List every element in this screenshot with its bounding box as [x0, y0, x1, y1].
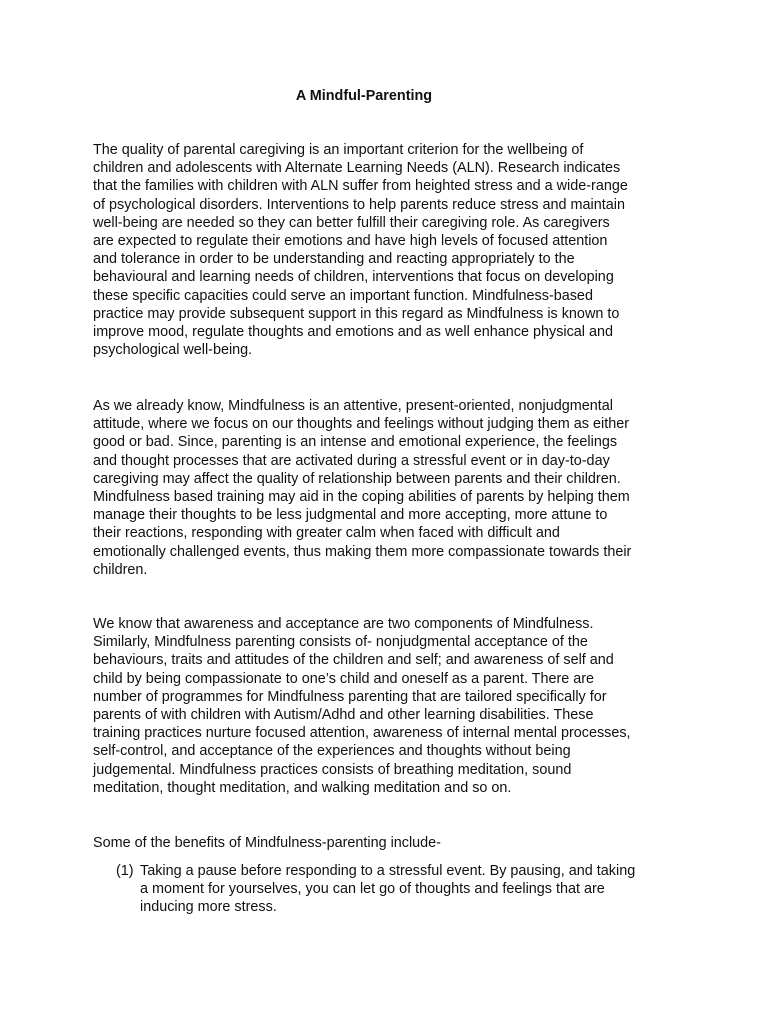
paragraph-line: self-control, and acceptance of the experiences and thoughts without being	[93, 743, 571, 760]
list-item-line: inducing more stress.	[140, 899, 277, 916]
paragraph-line: emotionally challenged events, thus making them more compassionate towards their	[93, 543, 632, 560]
paragraph-line: children.	[93, 561, 148, 578]
paragraph-line: practice may provide subsequent support in this regard as Mindfulness is known to	[93, 305, 620, 322]
paragraph-line: meditation, thought meditation, and walking meditation and so on.	[93, 779, 512, 796]
paragraph-line: good or bad. Since, parenting is an intense and emotional experience, the feelings	[93, 434, 618, 451]
paragraph-2	[93, 397, 693, 579]
paragraph-line: well-being are needed so they can better fulfill their caregiving role. As caregivers	[93, 214, 610, 231]
paragraph-line: these specific capacities could serve an important function. Mindfulness-based	[93, 287, 593, 304]
paragraph-line: Mindfulness based training may aid in the coping abilities of parents by helping them	[93, 489, 630, 506]
paragraph-line: As we already know, Mindfulness is an attentive, present-oriented, nonjudgmental	[93, 398, 613, 414]
paragraph-line: manage their thoughts to be less judgmental and more accepting, more attune to	[93, 507, 608, 524]
document-title: A Mindful-Parenting	[295, 88, 433, 104]
paragraph-line: child by being compassionate to one’s child and oneself as a parent. There are	[93, 670, 595, 687]
paragraph-line: children and adolescents with Alternate Learning Needs (ALN). Research indicates	[93, 160, 621, 177]
list-item-text	[140, 862, 696, 917]
paragraph-line: and thought processes that are activated during a stressful event or in day-to-day	[93, 452, 610, 469]
paragraph-line: training practices nurture focused attention, awareness of internal mental processes,	[93, 725, 631, 742]
paragraph-line: are expected to regulate their emotions and have high levels of focused attention	[93, 233, 608, 250]
paragraph-line: behaviours, traits and attitudes of the children and self; and awareness of self and	[93, 652, 614, 669]
list-item	[116, 862, 696, 917]
paragraph-line: that the families with children with ALN suffer from heighted stress and a wide-range	[93, 178, 628, 195]
paragraph-line: judgemental. Mindfulness practices consists of breathing meditation, sound	[93, 761, 572, 778]
paragraph-line: We know that awareness and acceptance are two components of Mindfulness.	[93, 616, 594, 632]
paragraph-line: parents of with children with Autism/Adhd and other learning disabilities. These	[93, 707, 594, 724]
list-item-marker: (1)	[116, 863, 134, 879]
paragraph-line: caregiving may affect the quality of relationship between parents and their children.	[93, 470, 621, 487]
paragraph-line: number of programmes for Mindfulness parenting that are tailored specifically for	[93, 688, 607, 705]
paragraph-line: psychological well-being.	[93, 342, 253, 359]
list-item-line: Taking a pause before responding to a stressful event. By pausing, and taking	[140, 863, 636, 879]
paragraph-4	[93, 834, 693, 852]
paragraph-3	[93, 615, 693, 797]
list-item-line: a moment for yourselves, you can let go of thoughts and feelings that are	[140, 881, 605, 898]
paragraph-line: behavioural and learning needs of children, interventions that focus on developing	[93, 269, 614, 286]
paragraph-line: The quality of parental caregiving is an important criterion for the wellbeing of	[93, 142, 584, 158]
paragraph-line: of psychological disorders. Interventions to help parents reduce stress and maintain	[93, 196, 625, 213]
paragraph-line: and tolerance in order to be understanding and reacting appropriately to the	[93, 251, 575, 268]
paragraph-line: Some of the benefits of Mindfulness-parenting include-	[93, 835, 441, 851]
paragraph-1	[93, 141, 693, 359]
benefits-list	[116, 862, 696, 917]
paragraph-line: attitude, where we focus on our thoughts and feelings without judging them as either	[93, 416, 629, 433]
paragraph-line: their reactions, responding with greater calm when faced with difficult and	[93, 525, 560, 542]
paragraph-line: Similarly, Mindfulness parenting consists of- nonjudgmental acceptance of the	[93, 634, 588, 651]
paragraph-line: improve mood, regulate thoughts and emotions and as well enhance physical and	[93, 324, 613, 341]
